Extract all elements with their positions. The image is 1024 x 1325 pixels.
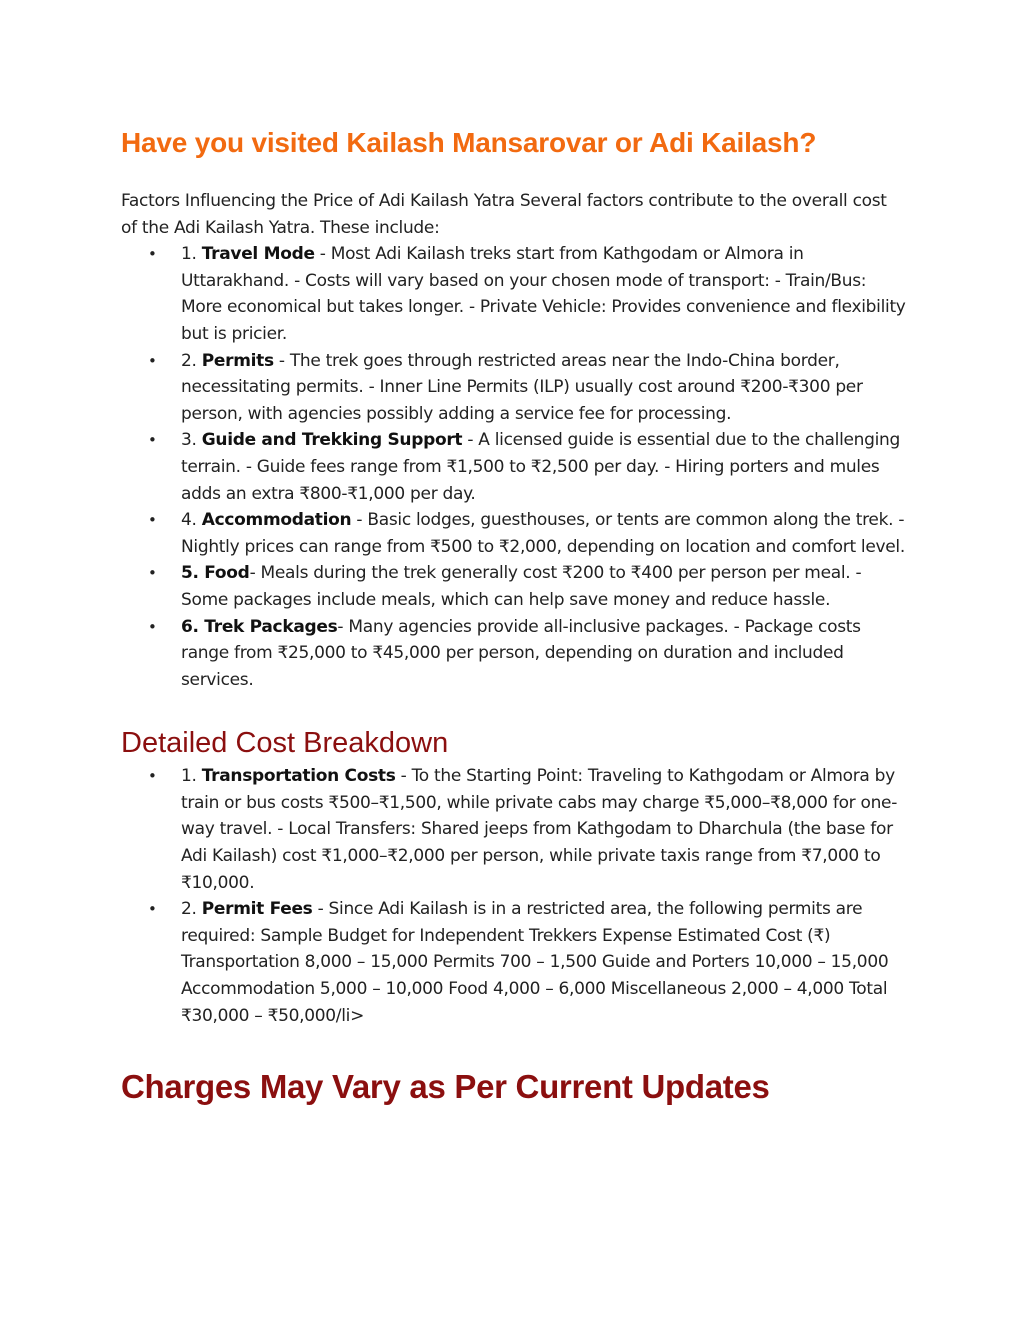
factors-list (121, 241, 906, 693)
item-prefix: 3. (181, 430, 202, 451)
item-prefix: 2. (181, 350, 202, 371)
item-text: - A licensed guide is essential due to the challenging terrain. - Guide fees range from ₹1,500 to ₹2,500 per day. - Hiring porters and mules adds an extra ₹800-₹1,000 per day. (181, 430, 901, 504)
item-text: - Most Adi Kailash treks start from Kathgodam or Almora in Uttarakhand. - Costs will vary based on your chosen mode of transport: - Train/Bus: More economical but takes longer. - Private Vehicle: Provides convenience and flexibility but is pricier. (181, 244, 906, 344)
item-prefix: 2. (181, 899, 202, 920)
list-item (121, 507, 906, 560)
intro-paragraph: Factors Influencing the Price of Adi Kailash Yatra Several factors contribute to the overall cost of the Adi Kailash Yatra. These include: (121, 191, 887, 238)
item-title: Guide and Trekking Support (201, 430, 463, 451)
item-title: Permits (201, 350, 274, 371)
item-text: - Since Adi Kailash is in a restricted area, the following permits are required: Sample Budget for Independent Trekkers Expense Estimated Cost (₹) Transportation 8,000 – 15,000 Permits 700 – 1,500 Guide and Porters 10,000 – 15,000 Accommodation 5,000 – 10,000 Food 4,000 – 6,000 Miscellaneous 2,000 – 4,000 Total ₹30,000 – ₹50,000/li> (181, 899, 889, 1026)
item-title: 6. Trek Packages (181, 616, 338, 637)
document-page (121, 118, 906, 1110)
breakdown-heading: Detailed Cost Breakdown (121, 727, 449, 760)
list-item (121, 241, 906, 347)
item-title: Transportation Costs (201, 766, 396, 787)
item-text: - The trek goes through restricted areas near the Indo-China border, necessitating permits. - Inner Line Permits (ILP) usually cost around ₹200-₹300 per person, with agencies possibly adding a service fee for processing. (181, 350, 863, 424)
list-item (121, 560, 906, 613)
item-title: Permit Fees (201, 899, 313, 920)
page-title: Have you visited Kailash Mansarovar or Adi Kailash? (121, 127, 817, 158)
item-title: 5. Food (181, 563, 250, 584)
item-title: Travel Mode (201, 244, 315, 265)
list-item (121, 896, 906, 1029)
item-text: - Basic lodges, guesthouses, or tents are common along the trek. - Nightly prices can range from ₹500 to ₹2,000, depending on location and comfort level. (181, 510, 905, 557)
list-item (121, 427, 906, 507)
list-item (121, 763, 906, 896)
list-item (121, 614, 906, 694)
item-text: - Meals during the trek generally cost ₹200 to ₹400 per person per meal. - Some packages include meals, which can help save money and reduce hassle. (181, 563, 862, 610)
item-text: - Many agencies provide all-inclusive packages. - Package costs range from ₹25,000 to ₹45,000 per person, depending on duration and included services. (181, 616, 861, 690)
item-prefix: 1. (181, 244, 202, 265)
breakdown-list (121, 763, 906, 1029)
item-prefix: 1. (181, 766, 202, 787)
item-prefix: 4. (181, 510, 202, 531)
item-title: Accommodation (201, 510, 352, 531)
updates-heading: Charges May Vary as Per Current Updates (121, 1068, 770, 1106)
item-text: - To the Starting Point: Traveling to Kathgodam or Almora by train or bus costs ₹500–₹1,500, while private cabs may charge ₹5,000–₹8,000 for one-way travel. - Local Transfers: Shared jeeps from Kathgodam to Dharchula (the base for Adi Kailash) cost ₹1,000–₹2,000 per person, while private taxis range from ₹7,000 to ₹10,000. (181, 766, 898, 893)
list-item (121, 348, 906, 428)
